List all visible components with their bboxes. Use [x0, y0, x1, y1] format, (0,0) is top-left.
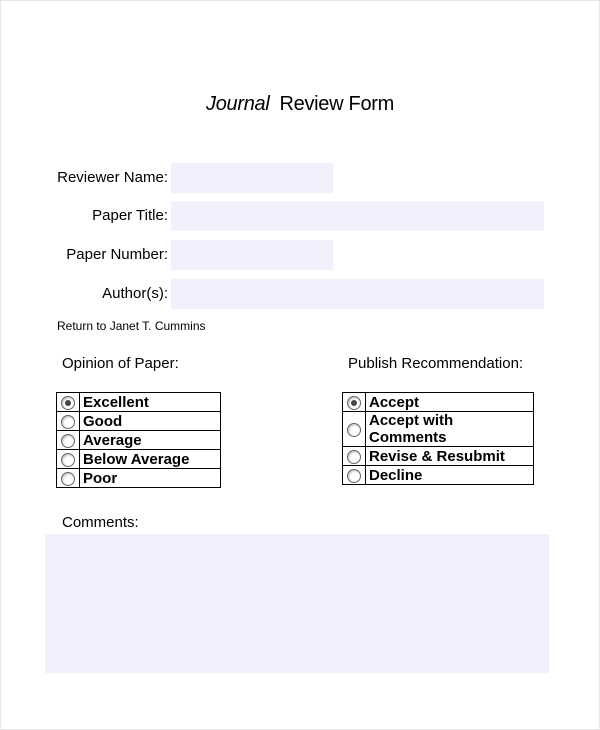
recommendation-radio-button[interactable]: [347, 450, 361, 464]
recommendation-radio-cell: [343, 393, 366, 412]
return-note: Return to Janet T. Cummins: [57, 319, 206, 333]
reviewer-name-field[interactable]: [171, 163, 333, 193]
opinion-option-label: Below Average: [80, 450, 221, 469]
recommendation-radio-button[interactable]: [347, 423, 361, 437]
title-rest: Review Form: [279, 93, 394, 115]
opinion-radio-button[interactable]: [61, 434, 75, 448]
recommendation-option-label: Accept with Comments: [366, 412, 534, 447]
paper-title-field[interactable]: [171, 201, 544, 231]
recommendation-option-label: Revise & Resubmit: [366, 447, 534, 466]
opinion-radio-button[interactable]: [61, 415, 75, 429]
page-title: [0, 93, 600, 116]
recommendation-option-label: Accept: [366, 393, 534, 412]
opinion-option-label: Good: [80, 412, 221, 431]
authors-field[interactable]: [171, 279, 544, 309]
paper-title-label: Paper Title:: [92, 207, 168, 224]
opinion-radio-cell: [57, 469, 80, 488]
opinion-option-row[interactable]: [57, 412, 221, 431]
opinion-radio-cell: [57, 431, 80, 450]
opinion-option-row[interactable]: [57, 393, 221, 412]
paper-number-field[interactable]: [171, 240, 333, 270]
recommendation-option-row[interactable]: [343, 393, 534, 412]
opinion-options: [56, 392, 221, 488]
recommendation-radio-button[interactable]: [347, 469, 361, 483]
recommendation-options: [342, 392, 534, 485]
recommendation-heading: Publish Recommendation:: [348, 355, 524, 372]
recommendation-radio-cell: [343, 412, 366, 447]
opinion-radio-cell: [57, 393, 80, 412]
opinion-option-label: Poor: [80, 469, 221, 488]
recommendation-option-row[interactable]: [343, 447, 534, 466]
opinion-option-row[interactable]: [57, 450, 221, 469]
opinion-option-row[interactable]: [57, 469, 221, 488]
opinion-radio-cell: [57, 412, 80, 431]
reviewer-name-label: Reviewer Name:: [57, 169, 168, 186]
opinion-option-row[interactable]: [57, 431, 221, 450]
opinion-option-label: Average: [80, 431, 221, 450]
opinion-radio-cell: [57, 450, 80, 469]
recommendation-radio-cell: [343, 447, 366, 466]
opinion-radio-button[interactable]: [61, 472, 75, 486]
opinion-option-label: Excellent: [80, 393, 221, 412]
recommendation-option-row[interactable]: [343, 466, 534, 485]
recommendation-radio-cell: [343, 466, 366, 485]
authors-label: Author(s):: [102, 285, 168, 302]
recommendation-option-row[interactable]: [343, 412, 534, 447]
opinion-radio-button[interactable]: [61, 453, 75, 467]
recommendation-radio-button[interactable]: [347, 396, 361, 410]
recommendation-option-label: Decline: [366, 466, 534, 485]
title-italic: Journal: [206, 93, 270, 115]
comments-field[interactable]: [45, 534, 549, 673]
opinion-heading: Opinion of Paper:: [62, 355, 179, 372]
paper-number-label: Paper Number:: [66, 246, 168, 263]
comments-label: Comments:: [62, 514, 139, 531]
opinion-radio-button[interactable]: [61, 396, 75, 410]
